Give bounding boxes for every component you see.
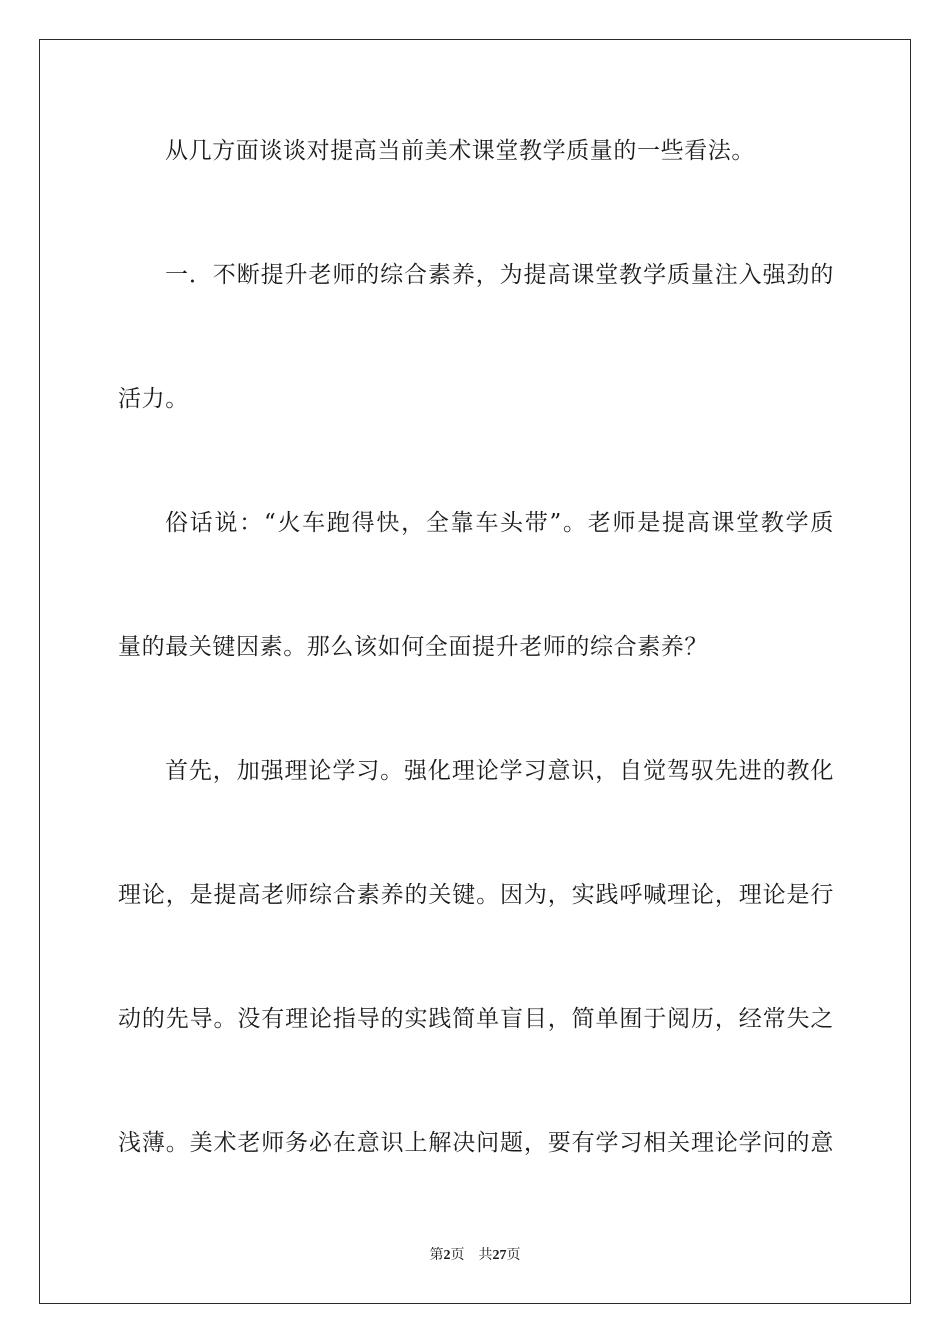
paragraph-line-6: 首先，加强理论学习。强化理论学习意识，自觉驾驭先进的教化 (165, 758, 834, 784)
footer-page-total: 27 (492, 1248, 507, 1263)
paragraph-line-3: 活力。 (118, 386, 189, 412)
page-footer (0, 1246, 950, 1265)
paragraph-line-9: 浅薄。美术老师务必在意识上解决问题，要有学习相关理论学问的意 (118, 1130, 834, 1156)
footer-total-prefix: 共 (478, 1247, 493, 1263)
footer-total-suffix: 页 (506, 1247, 521, 1263)
footer-page-suffix: 页 (450, 1247, 465, 1263)
page-border (39, 39, 911, 1304)
paragraph-line-7: 理论，是提高老师综合素养的关键。因为，实践呼喊理论，理论是行 (118, 882, 834, 908)
footer-page-prefix: 第 (429, 1247, 444, 1263)
paragraph-line-2: 一．不断提升老师的综合素养，为提高课堂教学质量注入强劲的 (165, 262, 834, 288)
paragraph-line-4: 俗话说：“火车跑得快，全靠车头带”。老师是提高课堂教学质 (165, 510, 834, 536)
paragraph-line-5: 量的最关键因素。那么该如何全面提升老师的综合素养？ (118, 634, 708, 660)
paragraph-line-1: 从几方面谈谈对提高当前美术课堂教学质量的一些看法。 (165, 138, 755, 164)
footer-page-current: 2 (443, 1248, 451, 1263)
paragraph-line-8: 动的先导。没有理论指导的实践简单盲目，简单囿于阅历，经常失之 (118, 1006, 834, 1032)
